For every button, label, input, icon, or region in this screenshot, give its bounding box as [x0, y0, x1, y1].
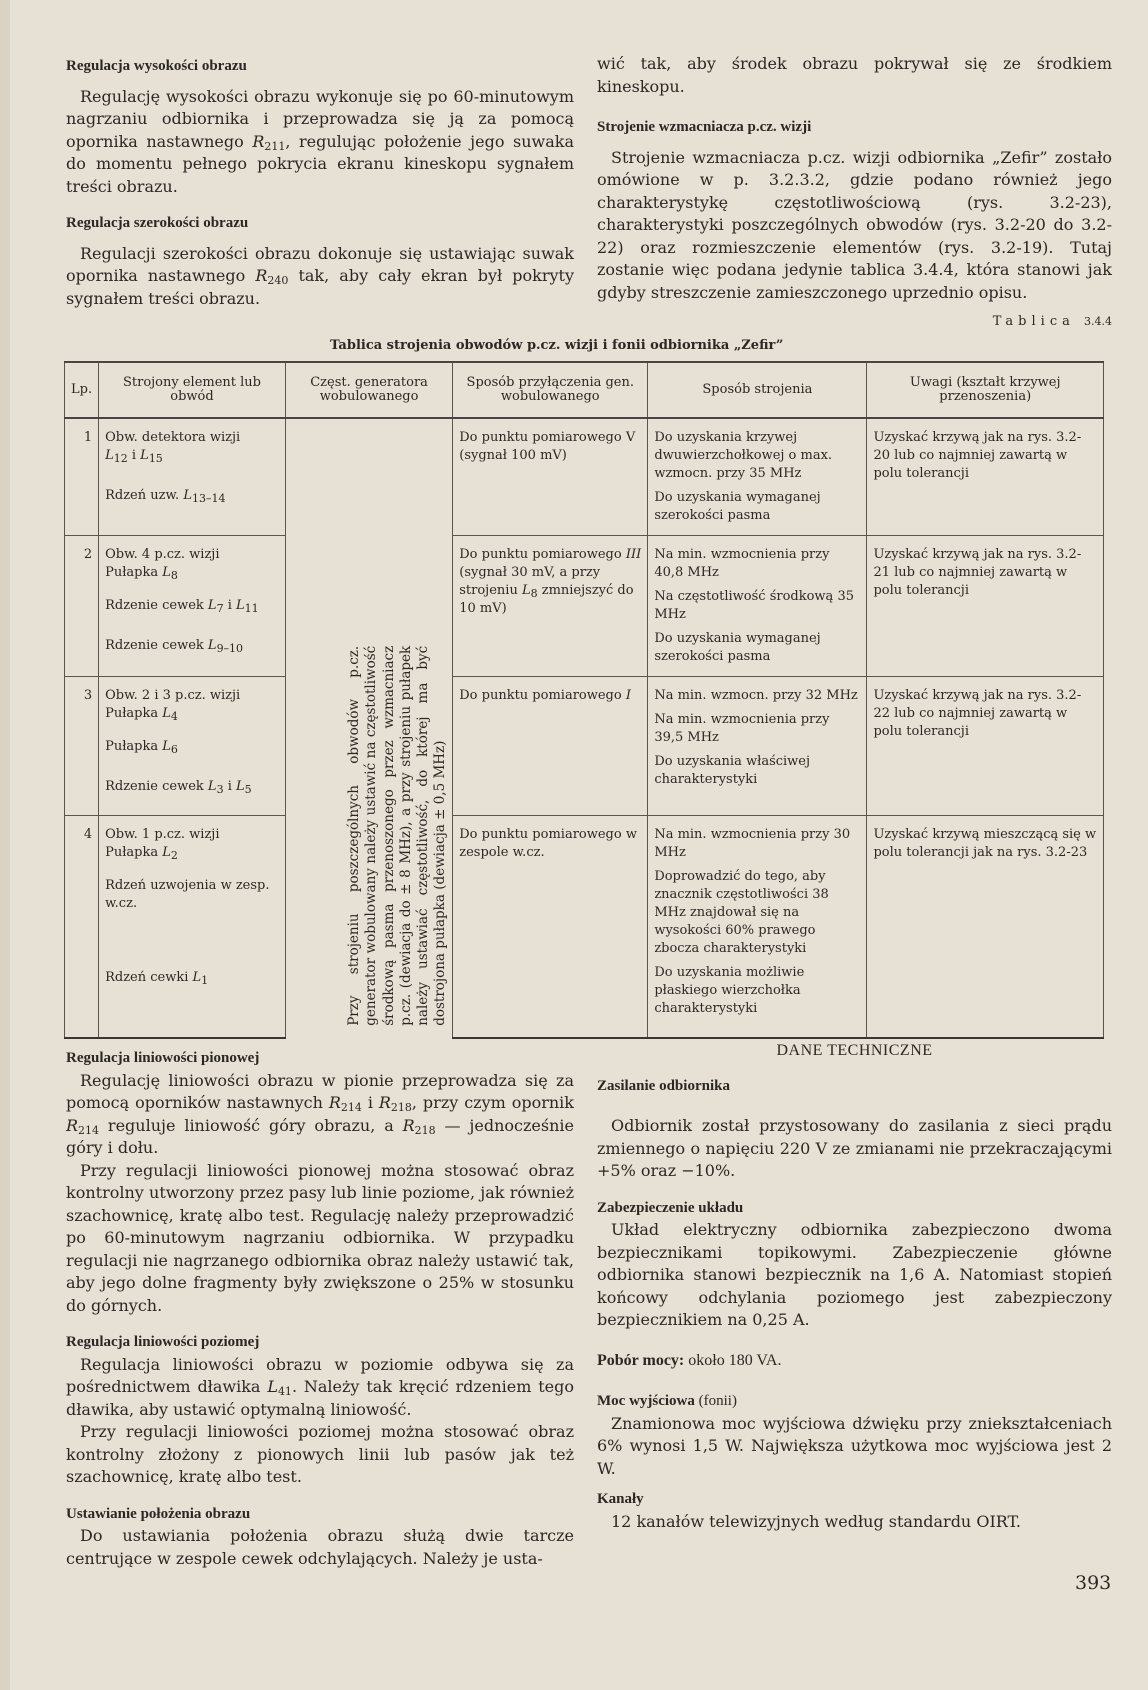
cell-lp: 2: [65, 536, 99, 677]
tuning-table: [64, 361, 1104, 1039]
heading-vertical-linearity: Regulacja liniowości pionowej: [66, 1050, 260, 1066]
element-item: Pułapka $L_2$: [105, 845, 178, 862]
paragraph-image-position: Do ustawiania położenia obrazu służą dwie tarcze centrujące w zespole cewek odchylających. Należy je usta-: [66, 1526, 574, 1568]
cell-notes: Uzyskać krzywą mieszczącą się w polu tolerancji jak na rys. 3.2-23: [867, 816, 1104, 1038]
cell-method: [648, 677, 867, 816]
text: , regulując położenie jego suwaka do momentu pełnego pokrycia ekranu kineskopu sygnałem treści obrazu.: [66, 131, 575, 196]
text: tak, aby cały ekran był pokryty sygnałem treści obrazu.: [66, 266, 574, 308]
cell-notes: Uzyskać krzywą jak na rys. 3.2-22 lub co najmniej zawartą w polu tolerancji: [867, 677, 1104, 816]
text: . Należy tak kręcić rdzeniem tego dławika, aby ustawić optymalną liniowość.: [66, 1377, 575, 1419]
element-item: Rdzeń uzw. $L_{13-14}$: [105, 488, 226, 505]
element-item: Pułapka $L_8$: [105, 565, 178, 582]
left-column-top: [66, 55, 574, 310]
cell-lp: 1: [65, 418, 99, 536]
element-item: $L_{12}$ i $L_{15}$: [105, 448, 163, 465]
symbol: R: [66, 1115, 79, 1135]
element-item: Rdzeń uzwojenia w zesp. w.cz.: [105, 878, 270, 911]
method-step: Doprowadzić do tego, aby znacznik częstotliwości 38 MHz znajdował się na wysokości 60% prawego zbocza charakterystyki: [654, 869, 829, 956]
paragraph-vertical-linearity-1: [66, 1070, 574, 1160]
table-row: [65, 536, 1104, 677]
subscript: 214: [340, 1101, 362, 1114]
cell-connection: Do punktu pomiarowego w zespole w.cz.: [453, 816, 648, 1038]
table-row: [65, 418, 1104, 536]
cell-connection: Do punktu pomiarowego V (sygnał 100 mV): [453, 418, 648, 536]
power-consumption-value: około 180 VA.: [684, 1351, 782, 1369]
text: Regulację wysokości obrazu wykonuje się po 60-minutowym nagrzaniu odbiornika i przeprowadza się ją za pomocą opornika nastawnego: [66, 86, 574, 151]
table-label-number: 3.4.4: [1084, 315, 1112, 328]
method-step: Na częstotliwość środkową 35 MHz: [654, 589, 854, 622]
paragraph-horizontal-linearity-2: Przy regulacji liniowości poziomej można stosować obraz kontrolny złożony z pionowych linii lub pasów jak też szachownicę, kratę albo test.: [66, 1422, 574, 1486]
text: , przy czym opornik: [411, 1093, 574, 1112]
paragraph-protection: Układ elektryczny odbiornika zabezpieczono dwoma bezpiecznikami topikowymi. Zabezpieczenie główne odbiornika stanowi bezpiecznik na 1,6 A. Natomiast stopień końcowy odchylania poziomego jest zabezpieczony bezpiecznikiem na 0,25 A.: [597, 1220, 1112, 1329]
method-step: Do uzyskania wymaganej szerokości pasma: [654, 631, 821, 664]
cell-element: [99, 677, 286, 816]
table-row: [65, 816, 1104, 1038]
cell-connection: Do punktu pomiarowego I: [453, 677, 648, 816]
text: Regulację liniowości obrazu w pionie przeprowadza się za pomocą oporników nastawnych: [66, 1070, 574, 1112]
element-item: Rdzenie cewek $L_3$ i $L_5$: [105, 779, 252, 796]
subscript: 240: [267, 274, 289, 287]
text: Regulacja liniowości obrazu w poziomie odbywa się za pośrednictwem dławika: [66, 1354, 574, 1396]
table-label-word: Tablica: [992, 314, 1075, 329]
cell-lp: 4: [65, 816, 99, 1038]
cell-notes: Uzyskać krzywą jak na rys. 3.2-21 lub co najmniej zawartą w polu tolerancji: [867, 536, 1104, 677]
left-column-bottom: [66, 1047, 574, 1570]
table-header-row: [65, 362, 1104, 418]
paragraph-channels: 12 kanałów telewizyjnych według standardu OIRT.: [611, 1511, 1021, 1531]
header-element: Strojony element lub obwód: [99, 362, 286, 418]
cell-element: [99, 418, 286, 536]
heading-if-tuning: Strojenie wzmacniacza p.cz. wizji: [597, 119, 812, 135]
generator-note: Przy strojeniu poszczególnych obwodów p.cz. generator wobulowany należy ustawić na częstotliwość środkową pasma przenoszonego przez wzmacniacz p.cz. (dewiacja do ± 8 MHz), a przy strojeniu pułapek należy ustawiać częstotliwość, do której ma być dostrojona pułapka (dewiacja ± 0,5 MHz): [346, 645, 449, 1026]
symbol: R: [378, 1093, 391, 1112]
method-step: Na min. wzmocn. przy 32 MHz: [654, 688, 858, 703]
symbol: R: [328, 1093, 341, 1112]
method-step: Na min. wzmocnienia przy 39,5 MHz: [654, 712, 830, 745]
element-item: Pułapka $L_4$: [105, 706, 178, 723]
section-title-technical-data: DANE TECHNICZNE: [776, 1042, 933, 1059]
element-item: Obw. 2 i 3 p.cz. wizji: [105, 688, 241, 703]
subscript: 218: [390, 1101, 412, 1114]
paragraph-if-tuning: Strojenie wzmacniacza p.cz. wizji odbiornika „Zefir” zostało omówione w p. 3.2.3.2, gdzie podano również jego charakterystykę częstotliwościową (rys. 3.2-23), charakterystyki poszczególnych obwodów (rys. 3.2-20 do 3.2-22) oraz rozmieszczenie elementów (rys. 3.2-19). Tutaj zostanie więc podana jedynie tablica 3.4.4, która stanowi jak gdyby streszczenie zamieszczonego uprzednio opisu.: [597, 147, 1112, 302]
heading-channels: Kanały: [597, 1491, 644, 1507]
power-consumption: [597, 1350, 1112, 1373]
cell-element: [99, 536, 286, 677]
right-column-bottom: [597, 1040, 1112, 1533]
power-consumption-label: Pobór mocy:: [597, 1351, 685, 1369]
subscript: 41: [277, 1385, 292, 1398]
element-item: Obw. detektora wizji: [105, 430, 241, 445]
subscript: 218: [414, 1123, 436, 1137]
header-connection: Sposób przyłączenia gen. wobulowanego: [453, 362, 648, 418]
heading-height-adjustment: Regulacja wysokości obrazu: [66, 58, 247, 74]
page-edge: [0, 0, 10, 1690]
table-title: Tablica strojenia obwodów p.cz. wizji i fonii odbiornika „Zefir”: [330, 338, 784, 353]
cell-notes: Uzyskać krzywą jak na rys. 3.2-20 lub co najmniej zawartą w polu tolerancji: [867, 418, 1104, 536]
element-item: Obw. 1 p.cz. wizji: [105, 827, 220, 842]
text: reguluje liniowość góry obrazu, a: [99, 1115, 403, 1135]
output-power-label: Moc wyjściowa: [597, 1393, 695, 1409]
heading-horizontal-linearity: Regulacja liniowości poziomej: [66, 1334, 260, 1350]
heading-output-power: [597, 1390, 1112, 1413]
element-item: Pułapka $L_6$: [105, 739, 178, 756]
text: — jednocześnie góry i dołu.: [66, 1115, 574, 1157]
heading-protection: Zabezpieczenie układu: [597, 1199, 744, 1216]
header-lp: Lp.: [65, 362, 99, 418]
method-step: Do uzyskania krzywej dwuwierzchołkowej o max. wzmocn. przy 35 MHz: [654, 430, 833, 481]
method-step: Do uzyskania właściwej charakterystyki: [654, 754, 811, 787]
text: i: [361, 1093, 379, 1112]
page-number: 393: [1075, 1572, 1112, 1594]
subscript: 211: [264, 139, 286, 153]
cell-lp: 3: [65, 677, 99, 816]
right-column-top: [597, 53, 1112, 304]
table-row: [65, 677, 1104, 816]
cell-element: [99, 816, 286, 1038]
subscript: 214: [78, 1123, 100, 1137]
symbol: L: [267, 1377, 278, 1396]
cell-connection: Do punktu pomiarowego III (sygnał 30 mV, a przy strojeniu $L_8$ zmniejszyć do 10 mV): [453, 536, 648, 677]
text: Regulacji szerokości obrazu dokonuje się ustawiając suwak opornika nastawnego: [66, 243, 574, 285]
method-step: Na min. wzmocnienia przy 30 MHz: [654, 827, 851, 860]
element-item: Obw. 4 p.cz. wizji: [105, 547, 220, 562]
header-frequency: Częst. generatora wobulowanego: [285, 362, 452, 418]
paragraph-vertical-linearity-2: Przy regulacji liniowości pionowej można stosować obraz kontrolny utworzony przez pasy lub linie poziome, jak również szachownicę, kratę albo test. Regulację należy przeprowadzić po 60-minutowym nagrzaniu odbiornika. W przypadku regulacji nie nagrzanego odbiornika obraz należy ustawić tak, aby jego dolne fragmenty były zwiększone o 25% w stosunku do górnych.: [66, 1160, 574, 1315]
element-item: Rdzenie cewek $L_7$ i $L_{11}$: [105, 598, 259, 615]
paragraph-power-supply: Odbiornik został przystosowany do zasilania z sieci prądu zmiennego o napięciu 220 V ze zmianami nie przekraczającymi +5% oraz −10%.: [597, 1116, 1112, 1180]
table-label: [993, 314, 1112, 329]
cell-method: [648, 816, 867, 1038]
heading-power-supply: Zasilanie odbiornika: [597, 1077, 730, 1094]
paragraph-height-adjustment: [66, 86, 574, 199]
symbol: R: [252, 131, 265, 151]
paragraph-width-adjustment: [66, 243, 574, 311]
paragraph-continuation: wić tak, aby środek obrazu pokrywał się ze środkiem kineskopu.: [597, 54, 1112, 96]
element-item: Rdzeń cewki $L_1$: [105, 970, 209, 987]
method-step: Do uzyskania wymaganej szerokości pasma: [654, 490, 821, 523]
header-notes: Uwagi (kształt krzywej przenoszenia): [867, 362, 1104, 418]
heading-image-position: Ustawianie położenia obrazu: [66, 1505, 251, 1522]
paragraph-horizontal-linearity-1: [66, 1354, 574, 1422]
element-item: Rdzenie cewek $L_{9-10}$: [105, 638, 244, 655]
symbol: R: [402, 1115, 415, 1135]
method-step: Na min. wzmocnienia przy 40,8 MHz: [654, 547, 830, 580]
output-power-note: (fonii): [694, 1393, 737, 1409]
paragraph-output-power: Znamionowa moc wyjściowa dźwięku przy zniekształceniach 6% wynosi 1,5 W. Największa użytkowa moc wyjściowa jest 2 W.: [597, 1413, 1112, 1478]
heading-width-adjustment: Regulacja szerokości obrazu: [66, 215, 249, 231]
cell-method: [648, 536, 867, 677]
method-step: Do uzyskania możliwie płaskiego wierzchołka charakterystyki: [654, 965, 805, 1016]
cell-method: [648, 418, 867, 536]
cell-generator-frequency: [285, 418, 452, 1038]
symbol: R: [255, 266, 268, 285]
header-method: Sposób strojenia: [648, 362, 867, 418]
